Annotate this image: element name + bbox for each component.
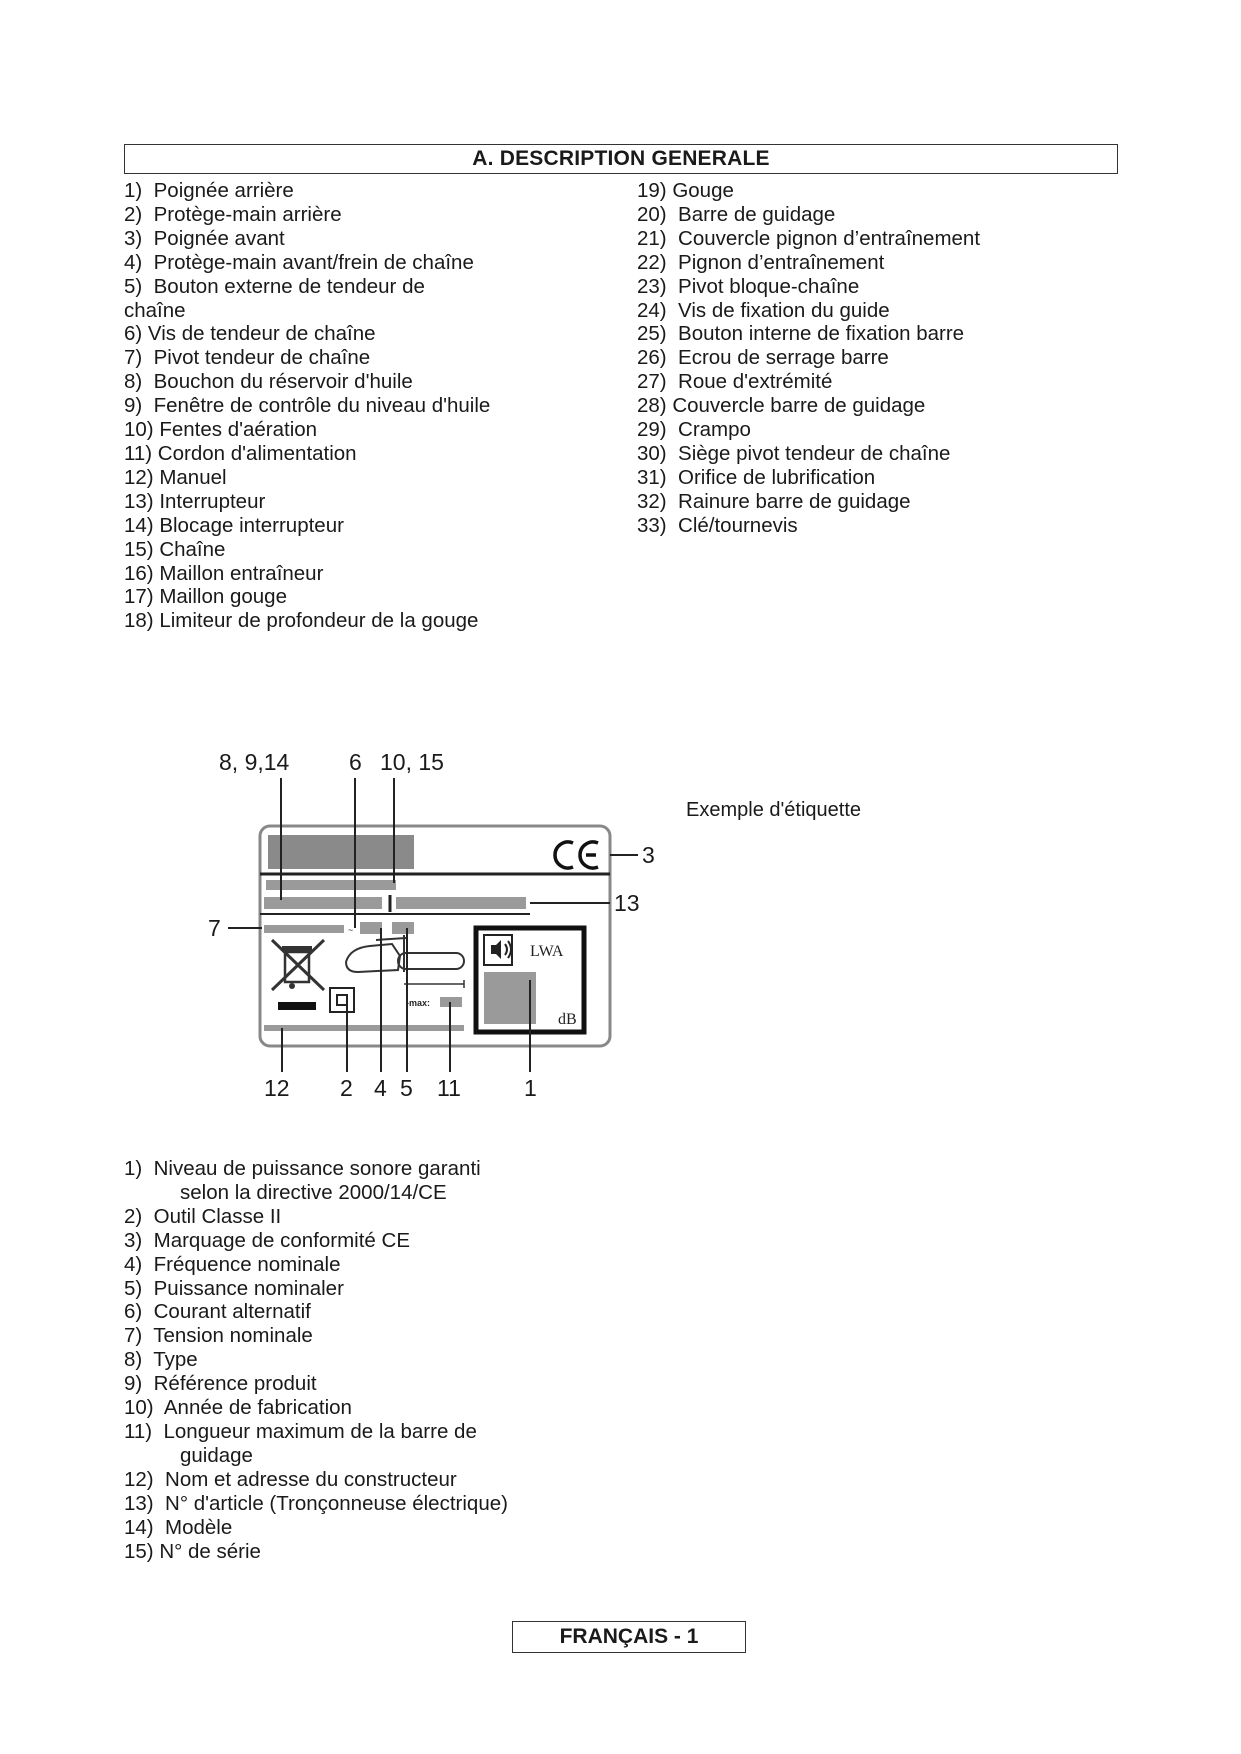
list-item: 7) Pivot tendeur de chaîne [124, 346, 371, 370]
list-item: 5) Bouton externe de tendeur de chaîne [124, 274, 425, 322]
list-item: 12) Nom et adresse du constructeur [124, 1467, 457, 1491]
callout-6: 6 [349, 749, 362, 775]
list-item: 23) Pivot bloque-chaîne [637, 274, 860, 298]
list-item: 30) Siège pivot tendeur de chaîne [637, 441, 951, 465]
list-item: 2) Outil Classe II [124, 1204, 282, 1228]
list-item: 24) Vis de fixation du guide [637, 298, 890, 322]
list-item: 15) N° de série [124, 1539, 261, 1563]
list-item: 3) Poignée avant [124, 226, 285, 250]
list-item: 16) Maillon entraîneur [124, 561, 324, 585]
list-item: 28) Couvercle barre de guidage [637, 394, 926, 418]
list-item: 14) Blocage interrupteur [124, 513, 344, 537]
maker-bar [264, 1025, 464, 1031]
parts-list-right [637, 179, 1107, 538]
list-item: 6) Vis de tendeur de chaîne [124, 322, 376, 346]
callout-12: 12 [264, 1075, 290, 1101]
rating-label-diagram [200, 740, 680, 1110]
list-item: 31) Orifice de lubrification [637, 465, 876, 489]
callout-10-15: 10, 15 [380, 749, 444, 775]
frequency-bar [360, 922, 382, 934]
list-item: 25) Bouton interne de fixation barre [637, 322, 965, 346]
power-bar [392, 922, 414, 934]
list-item: 12) Manuel [124, 465, 227, 489]
voltage-bar [264, 925, 344, 933]
list-item: 5) Puissance nominaler [124, 1276, 344, 1300]
list-item: 6) Courant alternatif [124, 1300, 311, 1324]
brand-block [268, 835, 414, 869]
page-footer-label: FRANÇAIS - 1 [512, 1621, 746, 1653]
list-item: 10) Année de fabrication [124, 1396, 352, 1420]
label-caption: Exemple d'étiquette [686, 799, 862, 821]
list-item: 7) Tension nominale [124, 1324, 313, 1348]
list-item: 19) Gouge [637, 179, 734, 202]
callout-7: 7 [208, 915, 221, 941]
list-item: 22) Pignon d’entraînement [637, 250, 885, 274]
parts-list-left [124, 179, 624, 633]
list-item: 26) Ecrou de serrage barre [637, 346, 889, 370]
info-bar [396, 897, 526, 909]
callout-8-9-14: 8, 9,14 [219, 749, 290, 775]
list-item: 18) Limiteur de profondeur de la gouge [124, 609, 479, 633]
list-item: 4) Fréquence nominale [124, 1252, 341, 1276]
list-item: 32) Rainure barre de guidage [637, 489, 911, 513]
list-item: 1) Niveau de puissance sonore garanti [124, 1157, 481, 1180]
section-title: A. DESCRIPTION GENERALE [124, 144, 1118, 174]
list-item: 20) Barre de guidage [637, 202, 836, 226]
list-item: 8) Bouchon du réservoir d'huile [124, 370, 413, 394]
list-item: 13) N° d'article (Tronçonneuse électrique) [124, 1491, 508, 1515]
list-item: 33) Clé/tournevis [637, 513, 798, 537]
list-item: 15) Chaîne [124, 537, 226, 561]
ac-symbol-icon: ~ [348, 925, 354, 935]
list-item: 3) Marquage de conformité CE [124, 1228, 410, 1252]
list-item: 9) Référence produit [124, 1372, 317, 1396]
callout-3: 3 [642, 842, 655, 868]
list-item: guidage [180, 1443, 253, 1467]
callout-2: 2 [340, 1075, 353, 1101]
callout-5: 5 [400, 1075, 413, 1101]
list-item: 29) Crampo [637, 418, 751, 442]
list-item: 11) Longueur maximum de la barre de [124, 1419, 477, 1443]
list-item: 2) Protège-main arrière [124, 202, 342, 226]
callout-13: 13 [614, 890, 640, 916]
callout-4: 4 [374, 1075, 387, 1101]
list-item: 1) Poignée arrière [124, 179, 294, 202]
list-item: 21) Couvercle pignon d’entraînement [637, 226, 981, 250]
list-item: selon la directive 2000/14/CE [180, 1180, 447, 1204]
list-item: 9) Fenêtre de contrôle du niveau d'huile [124, 394, 491, 418]
label-items-list [124, 1157, 724, 1563]
list-item: 10) Fentes d'aération [124, 418, 318, 442]
db-label: dB [558, 1011, 577, 1028]
list-item: 17) Maillon gouge [124, 585, 287, 609]
callout-11: 11 [437, 1075, 461, 1101]
info-bar [266, 880, 396, 890]
list-item: 8) Type [124, 1348, 198, 1372]
callout-1: 1 [524, 1075, 537, 1101]
list-item: 14) Modèle [124, 1515, 233, 1539]
max-length-label: -max: [406, 998, 431, 1008]
list-item: 11) Cordon d'alimentation [124, 441, 357, 465]
list-item: 27) Roue d'extrémité [637, 370, 833, 394]
lwa-label: LWA [530, 943, 564, 960]
list-item: 13) Interrupteur [124, 489, 266, 513]
list-item: 4) Protège-main avant/frein de chaîne [124, 250, 474, 274]
